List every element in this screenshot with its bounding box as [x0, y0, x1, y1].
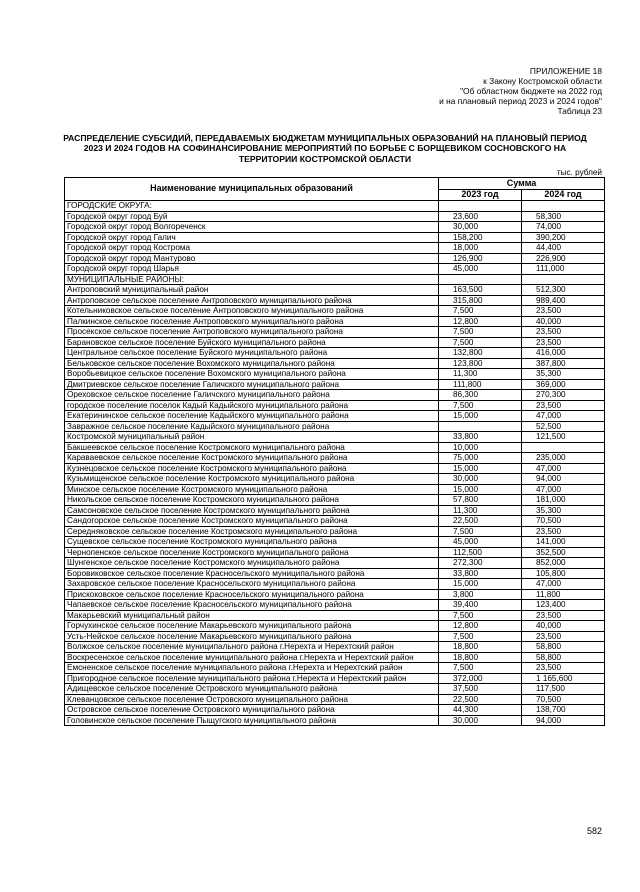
value-2023-cell: 45,000 — [439, 537, 522, 548]
municipality-name-cell: Бакшеевское сельское поселение Костромского муниципального района — [65, 442, 439, 453]
value-2024-cell: 58,300 — [522, 211, 605, 222]
value-2023-cell: 123,800 — [439, 358, 522, 369]
value-2024-cell — [522, 442, 605, 453]
value-2023-cell: 112,500 — [439, 547, 522, 558]
table-row — [65, 316, 605, 327]
value-2023-cell: 126,900 — [439, 253, 522, 264]
value-2023-cell: 132,800 — [439, 348, 522, 359]
value-2024-cell: 512,300 — [522, 285, 605, 296]
municipality-name-cell: Сущевское сельское поселение Костромского муниципального района — [65, 537, 439, 548]
table-row — [65, 327, 605, 338]
table-row — [65, 621, 605, 632]
value-2024-cell: 235,000 — [522, 453, 605, 464]
value-2023-cell: 75,000 — [439, 453, 522, 464]
table-row — [65, 285, 605, 296]
value-2024-cell: 989,400 — [522, 295, 605, 306]
municipality-name-cell: ГОРОДСКИЕ ОКРУГА: — [65, 201, 439, 212]
municipality-name-cell: Клеванцовское сельское поселение Островского муниципального района — [65, 694, 439, 705]
table-row — [65, 442, 605, 453]
table-row — [65, 222, 605, 233]
column-header-2023: 2023 год — [439, 189, 522, 201]
value-2023-cell: 15,000 — [439, 484, 522, 495]
municipality-name-cell: Никольское сельское поселение Костромского муниципального района — [65, 495, 439, 506]
appendix-line: и на плановый период 2023 и 2024 годов" — [439, 96, 602, 106]
municipality-name-cell: Городской округ город Волгореченск — [65, 222, 439, 233]
value-2024-cell: 369,000 — [522, 379, 605, 390]
value-2024-cell: 117,500 — [522, 684, 605, 695]
value-2023-cell: 44,300 — [439, 705, 522, 716]
table-row — [65, 348, 605, 359]
table-row — [65, 610, 605, 621]
appendix-line: "Об областном бюджете на 2022 год — [460, 86, 602, 96]
table-row — [65, 537, 605, 548]
value-2023-cell: 10,000 — [439, 442, 522, 453]
municipality-name-cell: Чернопенское сельское поселение Костромского муниципального района — [65, 547, 439, 558]
table-row — [65, 568, 605, 579]
value-2023-cell: 30,000 — [439, 222, 522, 233]
value-2024-cell: 181,000 — [522, 495, 605, 506]
value-2024-cell: 111,000 — [522, 264, 605, 275]
value-2023-cell: 272,300 — [439, 558, 522, 569]
value-2023-cell: 57,800 — [439, 495, 522, 506]
table-row — [65, 264, 605, 275]
column-header-sum: Сумма — [439, 178, 605, 190]
units-label: тыс. рублей — [556, 168, 602, 177]
table-row — [65, 474, 605, 485]
table-row — [65, 211, 605, 222]
page-number: 582 — [586, 826, 602, 836]
value-2024-cell: 23,500 — [522, 526, 605, 537]
document-title: РАСПРЕДЕЛЕНИЕ СУБСИДИЙ, ПЕРЕДАВАЕМЫХ БЮДЖЕТАМ МУНИЦИПАЛЬНЫХ ОБРАЗОВАНИЙ НА ПЛАНОВЫЙ ПЕРИОД 2023 И 2024 ГОДОВ НА СОФИНАНСИРОВАНИЕ МЕРОПРИЯТИЙ ПО БОРЬБЕ С БОРЩЕВИКОМ СОСНОВСКОГО НА ТЕРРИТОРИИ КОСТРОМСКОЙ ОБЛАСТИ — [63, 133, 587, 164]
municipality-name-cell: Шунгенское сельское поселение Костромского муниципального района — [65, 558, 439, 569]
value-2024-cell: 390,200 — [522, 232, 605, 243]
table-row — [65, 400, 605, 411]
table-row — [65, 253, 605, 264]
value-2024-cell: 23,500 — [522, 337, 605, 348]
municipality-name-cell: Палкинское сельское поселение Антроповского муниципального района — [65, 316, 439, 327]
municipality-name-cell: Бельковское сельское поселение Вохомского муниципального района — [65, 358, 439, 369]
municipality-name-cell: Самсоновское сельское поселение Костромского муниципального района — [65, 505, 439, 516]
value-2024-cell: 11,800 — [522, 589, 605, 600]
value-2023-cell: 45,000 — [439, 264, 522, 275]
table-row — [65, 694, 605, 705]
municipality-name-cell: Завражное сельское поселение Кадыйского муниципального района — [65, 421, 439, 432]
table-row — [65, 715, 605, 726]
table-row — [65, 705, 605, 716]
value-2023-cell: 22,500 — [439, 694, 522, 705]
table-row — [65, 421, 605, 432]
value-2023-cell: 37,500 — [439, 684, 522, 695]
value-2024-cell: 47,000 — [522, 411, 605, 422]
value-2024-cell: 141,000 — [522, 537, 605, 548]
municipality-name-cell: Городской округ город Галич — [65, 232, 439, 243]
value-2023-cell: 3,800 — [439, 589, 522, 600]
value-2024-cell: 23,500 — [522, 306, 605, 317]
value-2024-cell: 270,300 — [522, 390, 605, 401]
value-2023-cell: 39,400 — [439, 600, 522, 611]
municipality-name-cell: Антроповский муниципальный район — [65, 285, 439, 296]
table-row — [65, 600, 605, 611]
value-2023-cell: 7,500 — [439, 631, 522, 642]
value-2024-cell: 35,300 — [522, 369, 605, 380]
value-2023-cell: 11,300 — [439, 505, 522, 516]
municipality-name-cell: городское поселение поселок Кадый Кадыйского муниципального района — [65, 400, 439, 411]
table-row — [65, 243, 605, 254]
value-2023-cell — [439, 274, 522, 285]
table-row — [65, 558, 605, 569]
value-2024-cell: 416,000 — [522, 348, 605, 359]
value-2023-cell: 7,500 — [439, 306, 522, 317]
value-2023-cell — [439, 421, 522, 432]
value-2024-cell: 47,000 — [522, 463, 605, 474]
table-row — [65, 526, 605, 537]
value-2023-cell: 315,800 — [439, 295, 522, 306]
value-2024-cell: 52,500 — [522, 421, 605, 432]
table-row — [65, 684, 605, 695]
municipality-name-cell: Макарьевский муниципальный район — [65, 610, 439, 621]
table-row — [65, 673, 605, 684]
value-2023-cell: 33,800 — [439, 432, 522, 443]
value-2023-cell: 7,500 — [439, 526, 522, 537]
value-2024-cell: 58,800 — [522, 652, 605, 663]
municipality-name-cell: Ореховское сельское поселение Галичского муниципального района — [65, 390, 439, 401]
table-row — [65, 411, 605, 422]
table-row — [65, 306, 605, 317]
value-2024-cell — [522, 201, 605, 212]
value-2023-cell: 23,600 — [439, 211, 522, 222]
column-header-2024: 2024 год — [522, 189, 605, 201]
value-2023-cell: 30,000 — [439, 474, 522, 485]
value-2024-cell: 23,500 — [522, 400, 605, 411]
municipality-name-cell: Усть-Нейское сельское поселение Макарьевского муниципального района — [65, 631, 439, 642]
table-row — [65, 547, 605, 558]
value-2024-cell: 94,000 — [522, 715, 605, 726]
table-row — [65, 589, 605, 600]
value-2023-cell: 30,000 — [439, 715, 522, 726]
table-row — [65, 642, 605, 653]
value-2024-cell: 105,800 — [522, 568, 605, 579]
value-2024-cell: 58,800 — [522, 642, 605, 653]
municipality-name-cell: Антроповское сельское поселение Антроповского муниципального района — [65, 295, 439, 306]
value-2024-cell: 23,500 — [522, 663, 605, 674]
value-2024-cell: 352,500 — [522, 547, 605, 558]
value-2023-cell: 111,800 — [439, 379, 522, 390]
municipality-name-cell: Чапаевское сельское поселение Красносельского муниципального района — [65, 600, 439, 611]
value-2024-cell: 1 165,600 — [522, 673, 605, 684]
municipality-name-cell: Костромской муниципальный район — [65, 432, 439, 443]
municipality-name-cell: Боровиковское сельское поселение Красносельского муниципального района — [65, 568, 439, 579]
table-row — [65, 295, 605, 306]
value-2023-cell: 12,800 — [439, 316, 522, 327]
value-2024-cell: 94,000 — [522, 474, 605, 485]
value-2024-cell: 35,300 — [522, 505, 605, 516]
municipality-name-cell: МУНИЦИПАЛЬНЫЕ РАЙОНЫ: — [65, 274, 439, 285]
value-2024-cell: 47,000 — [522, 579, 605, 590]
table-row — [65, 453, 605, 464]
municipality-name-cell: Сандогорское сельское поселение Костромского муниципального района — [65, 516, 439, 527]
value-2023-cell: 18,800 — [439, 642, 522, 653]
municipality-name-cell: Городской округ город Буй — [65, 211, 439, 222]
municipality-name-cell: Кузьмищенское сельское поселение Костромского муниципального района — [65, 474, 439, 485]
value-2023-cell: 15,000 — [439, 463, 522, 474]
municipality-name-cell: Горчухинское сельское поселение Макарьевского муниципального района — [65, 621, 439, 632]
municipality-name-cell: Пригородное сельское поселение муниципального района г.Нерехта и Нерехтский район — [65, 673, 439, 684]
value-2024-cell: 138,700 — [522, 705, 605, 716]
table-row — [65, 652, 605, 663]
value-2024-cell: 23,500 — [522, 327, 605, 338]
table-row — [65, 663, 605, 674]
municipality-name-cell: Городской округ город Мантурово — [65, 253, 439, 264]
municipality-name-cell: Волжское сельское поселение муниципального района г.Нерехта и Нерехтский район — [65, 642, 439, 653]
value-2024-cell: 47,000 — [522, 484, 605, 495]
appendix-line: ПРИЛОЖЕНИЕ 18 — [529, 66, 602, 76]
value-2023-cell: 15,000 — [439, 411, 522, 422]
value-2024-cell: 40,000 — [522, 316, 605, 327]
table-row — [65, 516, 605, 527]
value-2023-cell: 12,800 — [439, 621, 522, 632]
value-2023-cell: 7,500 — [439, 337, 522, 348]
value-2024-cell: 70,500 — [522, 516, 605, 527]
municipality-name-cell: Кузнецовское сельское поселение Костромского муниципального района — [65, 463, 439, 474]
municipality-name-cell: Середняковское сельское поселение Костромского муниципального района — [65, 526, 439, 537]
table-row — [65, 337, 605, 348]
value-2024-cell: 852,000 — [522, 558, 605, 569]
value-2023-cell: 86,300 — [439, 390, 522, 401]
municipality-name-cell: Центральное сельское поселение Буйского муниципального района — [65, 348, 439, 359]
value-2024-cell — [522, 274, 605, 285]
municipality-name-cell: Екатерининское сельское поселение Кадыйского муниципального района — [65, 411, 439, 422]
municipality-name-cell: Просекское сельское поселение Антроповского муниципального района — [65, 327, 439, 338]
table-row — [65, 432, 605, 443]
table-row — [65, 505, 605, 516]
value-2023-cell: 7,500 — [439, 400, 522, 411]
municipality-name-cell: Адищевское сельское поселение Островского муниципального района — [65, 684, 439, 695]
value-2024-cell: 23,500 — [522, 631, 605, 642]
value-2023-cell: 18,800 — [439, 652, 522, 663]
table-row — [65, 495, 605, 506]
municipality-name-cell: Городской округ город Шарья — [65, 264, 439, 275]
municipality-name-cell: Воскресенское сельское поселение муниципального района г.Нерехта и Нерехтский район — [65, 652, 439, 663]
value-2023-cell: 7,500 — [439, 327, 522, 338]
value-2024-cell: 226,900 — [522, 253, 605, 264]
table-row — [65, 484, 605, 495]
municipality-name-cell: Минское сельское поселение Костромского муниципального района — [65, 484, 439, 495]
value-2024-cell: 40,000 — [522, 621, 605, 632]
value-2024-cell: 74,000 — [522, 222, 605, 233]
appendix-line: Таблица 23 — [557, 106, 602, 116]
value-2024-cell: 123,400 — [522, 600, 605, 611]
municipality-name-cell: Захаровское сельское поселение Красносельского муниципального района — [65, 579, 439, 590]
municipality-name-cell: Городской округ город Кострома — [65, 243, 439, 254]
municipality-name-cell: Котельниковское сельское поселение Антроповского муниципального района — [65, 306, 439, 317]
table-row — [65, 201, 605, 212]
table-row — [65, 390, 605, 401]
municipality-name-cell: Островское сельское поселение Островского муниципального района — [65, 705, 439, 716]
municipality-name-cell: Прискоковское сельское поселение Красносельского муниципального района — [65, 589, 439, 600]
table-row — [65, 274, 605, 285]
municipality-name-cell: Емсненское сельское поселение муниципального района г.Нерехта и Нерехтский район — [65, 663, 439, 674]
table-row — [65, 369, 605, 380]
value-2023-cell: 7,500 — [439, 610, 522, 621]
table-row — [65, 579, 605, 590]
table-row — [65, 631, 605, 642]
municipality-name-cell: Головинское сельское поселение Пыщугского муниципального района — [65, 715, 439, 726]
appendix-line: к Закону Костромской области — [483, 76, 602, 86]
subsidy-table — [64, 177, 605, 726]
value-2023-cell — [439, 201, 522, 212]
value-2023-cell: 33,800 — [439, 568, 522, 579]
table-body — [65, 201, 605, 726]
municipality-name-cell: Воробьевицкое сельское поселение Вохомского муниципального района — [65, 369, 439, 380]
column-header-name: Наименование муниципальных образований — [65, 178, 439, 201]
value-2023-cell: 22,500 — [439, 516, 522, 527]
value-2023-cell: 11,300 — [439, 369, 522, 380]
value-2024-cell: 121,500 — [522, 432, 605, 443]
table-row — [65, 232, 605, 243]
table-row — [65, 379, 605, 390]
value-2024-cell: 44,400 — [522, 243, 605, 254]
municipality-name-cell: Дмитриевское сельское поселение Галичского муниципального района — [65, 379, 439, 390]
municipality-name-cell: Караваевское сельское поселение Костромского муниципального района — [65, 453, 439, 464]
value-2024-cell: 23,500 — [522, 610, 605, 621]
value-2023-cell: 18,000 — [439, 243, 522, 254]
appendix-header — [439, 66, 602, 116]
value-2023-cell: 7,500 — [439, 663, 522, 674]
value-2023-cell: 372,000 — [439, 673, 522, 684]
value-2023-cell: 163,500 — [439, 285, 522, 296]
value-2024-cell: 387,800 — [522, 358, 605, 369]
table-row — [65, 463, 605, 474]
value-2023-cell: 158,200 — [439, 232, 522, 243]
table-row — [65, 358, 605, 369]
value-2023-cell: 15,000 — [439, 579, 522, 590]
value-2024-cell: 70,500 — [522, 694, 605, 705]
municipality-name-cell: Барановское сельское поселение Буйского муниципального района — [65, 337, 439, 348]
